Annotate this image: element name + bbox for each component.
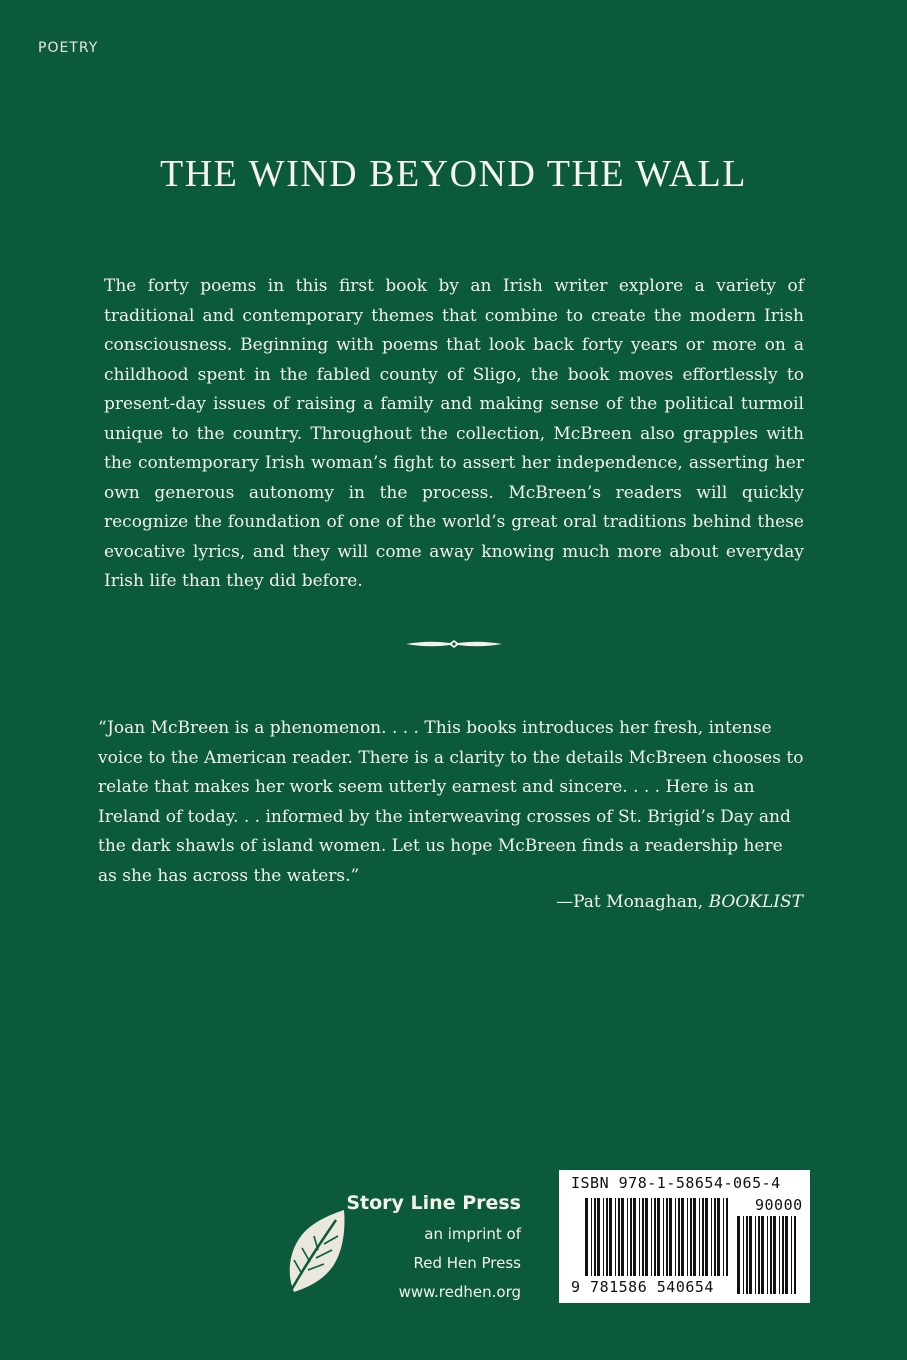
barcode-bar <box>773 1216 776 1294</box>
barcode-bar <box>678 1198 680 1276</box>
publisher-parent: Red Hen Press <box>413 1254 521 1272</box>
barcode-bar <box>642 1198 644 1276</box>
barcode-bar <box>711 1198 712 1276</box>
barcode-bar <box>755 1216 756 1294</box>
barcode-bar <box>687 1198 688 1276</box>
barcode-bar <box>606 1198 608 1276</box>
barcode-bar <box>663 1198 664 1276</box>
barcode-bar <box>693 1198 696 1276</box>
barcode-bar <box>726 1198 728 1276</box>
barcode-bar <box>615 1198 616 1276</box>
barcode-bar <box>794 1216 796 1294</box>
barcode-bar <box>767 1216 768 1294</box>
barcode-bar <box>666 1198 668 1276</box>
publisher-block <box>346 1186 521 1307</box>
reviewer-name: —Pat Monaghan, <box>556 892 709 912</box>
barcode-bar <box>717 1198 720 1276</box>
barcode-bar <box>621 1198 624 1276</box>
ean-digits: 9 781586 540654 <box>571 1278 714 1296</box>
barcode-bar <box>657 1198 660 1276</box>
barcode-bar <box>779 1216 780 1294</box>
leaf-logo-icon <box>280 1208 348 1298</box>
barcode-bar <box>645 1198 648 1276</box>
barcode-bar <box>603 1198 604 1276</box>
barcode-bar <box>681 1198 684 1276</box>
barcode-bar <box>639 1198 640 1276</box>
barcode-bar <box>591 1198 592 1276</box>
book-description: The forty poems in this first book by an Irish writer explore a variety of traditional and contemporary themes that combine to create the modern Irish consciousness. Beginning with poems that look back forty years or more on a childhood spent in the fabled county of Sligo, the book moves effortlessly to present-day issues of raising a family and making sense of the political turmoil unique to the country. Throughout the collection, McBreen also grapples with the contemporary Irish woman’s fight to assert her independence, asserting her own generous autonomy in the process. McBreen’s readers will quickly recognize the foundation of one of the world’s great oral traditions behind these evocative lyrics, and they will come away knowing much more about everyday Irish life than they did before. <box>104 276 804 591</box>
barcode-bar <box>618 1198 620 1276</box>
review-publication: BOOKLIST <box>708 892 803 912</box>
barcode-bar <box>699 1198 700 1276</box>
barcode-bar <box>749 1216 752 1294</box>
book-title: THE WIND BEYOND THE WALL <box>160 153 747 195</box>
barcode-bar <box>627 1198 628 1276</box>
category-label: POETRY <box>38 40 99 56</box>
isbn-number: ISBN 978-1-58654-065-4 <box>571 1174 781 1192</box>
isbn-barcode <box>559 1170 810 1303</box>
barcode-bar <box>791 1216 792 1294</box>
barcode-bar <box>758 1216 760 1294</box>
barcode-bar <box>585 1198 588 1276</box>
barcode-bar <box>770 1216 772 1294</box>
barcode-bar <box>743 1216 744 1294</box>
barcode-bar <box>609 1198 612 1276</box>
barcode-bar <box>654 1198 656 1276</box>
barcode-bar <box>594 1198 596 1276</box>
barcode-bar <box>737 1216 740 1294</box>
ornament-divider-icon <box>404 637 504 651</box>
barcode-bar <box>669 1198 672 1276</box>
barcode-bar <box>782 1216 784 1294</box>
price-addon-digits: 90000 <box>755 1196 803 1214</box>
barcode-bar <box>690 1198 692 1276</box>
barcode-bar <box>630 1198 632 1276</box>
barcode-bar <box>633 1198 636 1276</box>
barcode-bar <box>597 1198 600 1276</box>
barcode-bar <box>702 1198 704 1276</box>
review-attribution <box>556 888 803 918</box>
publisher-url[interactable]: www.redhen.org <box>398 1283 521 1301</box>
publisher-name: Story Line Press <box>346 1192 521 1214</box>
publisher-imprint-note: an imprint of <box>424 1225 521 1243</box>
review-quote: “Joan McBreen is a phenomenon. . . . This books introduces her fresh, intense voice to the American reader. There is a clarity to the details McBreen chooses to relate that makes her work seem utterly earnest and sincere. . . . Here is an Ireland of today. . . informed by the interweaving crosses of St. Brigid’s Day and the dark shawls of island women. Let us hope McBreen finds a readership here as she has across the waters.” <box>98 718 804 886</box>
barcode-bar <box>675 1198 676 1276</box>
barcode-bar <box>761 1216 764 1294</box>
barcode-bar <box>714 1198 716 1276</box>
barcode-bar <box>746 1216 748 1294</box>
barcode-bar <box>785 1216 788 1294</box>
barcode-bar <box>705 1198 708 1276</box>
barcode-bar <box>723 1198 724 1276</box>
barcode-bar <box>651 1198 652 1276</box>
